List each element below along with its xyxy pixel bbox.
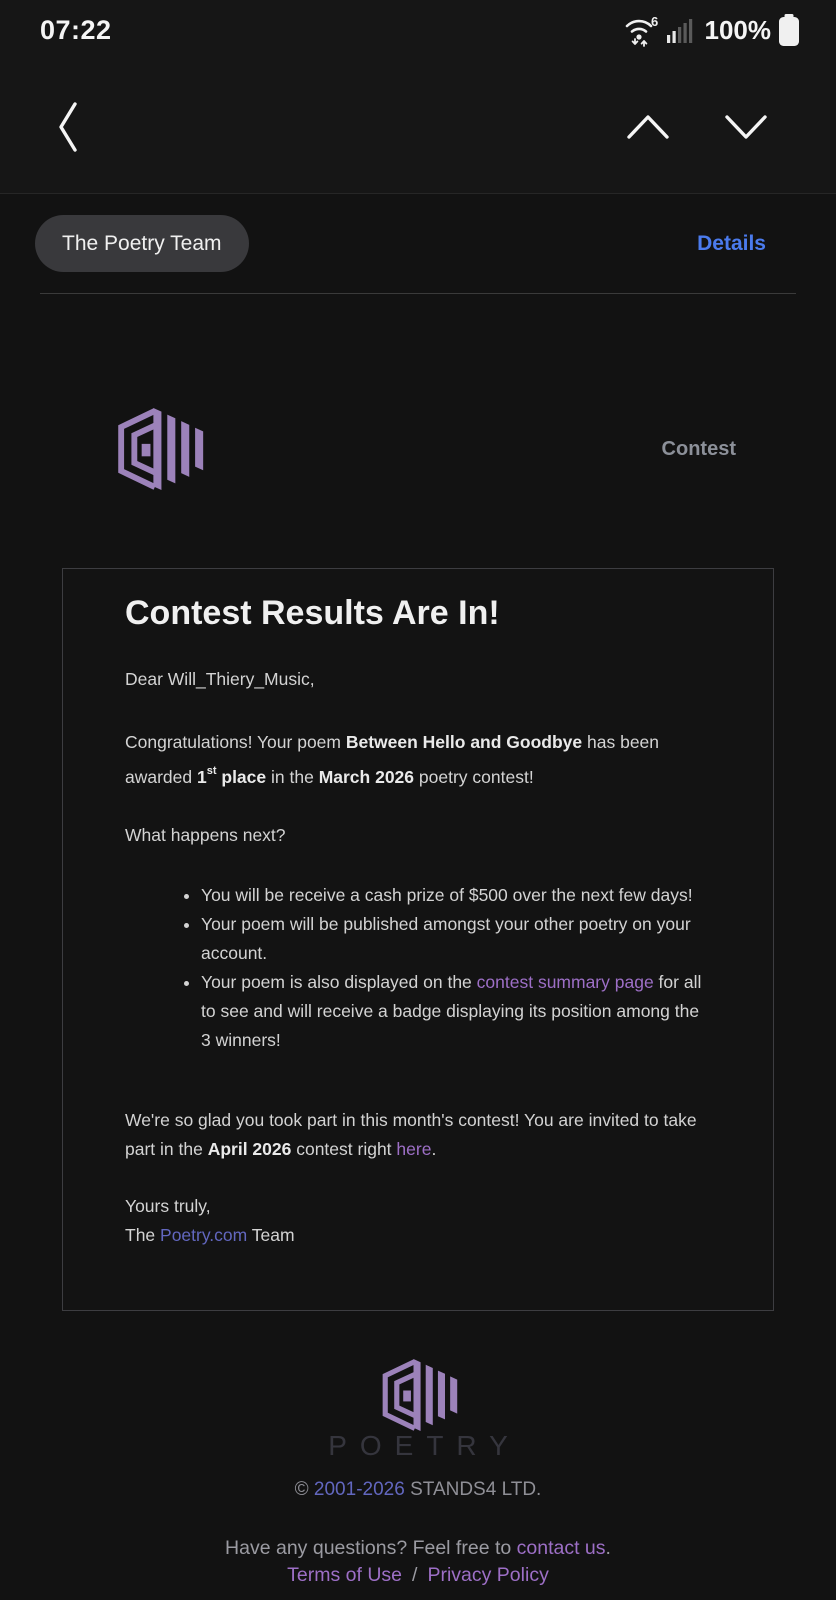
list-item-published: • Your poem will be published amongst your other poetry on your account.	[201, 910, 711, 968]
email-header	[0, 194, 836, 293]
congrats-paragraph: Congratulations! Your poem Between Hello and Goodbye has been awarded 1st place in the March 2026 poetry contest!	[125, 732, 660, 787]
email-footer	[62, 1359, 774, 1589]
email-body	[62, 408, 774, 1589]
poetry-wordmark: POETRY	[328, 1430, 521, 1461]
next-contest-link[interactable]: here	[396, 1139, 432, 1159]
greeting: Dear Will_Thiery_Music,	[125, 669, 315, 689]
battery-percent: 100%	[704, 14, 771, 45]
wifi-icon	[624, 13, 660, 47]
poetry-logo-icon[interactable]	[110, 408, 207, 490]
brand-row	[62, 408, 774, 490]
legal-separator: /	[412, 1564, 418, 1586]
list-item-summary: • Your poem is also displayed on the contest summary page for all to see and will receive a badge displaying its position among the 3 winners!	[201, 968, 711, 1055]
next-contest-month: April 2026	[207, 1139, 292, 1159]
signal-strength-icon	[667, 17, 695, 43]
next-steps-list	[125, 881, 711, 1055]
status-icons	[624, 13, 801, 47]
poem-title: Between Hello and Goodbye	[345, 732, 583, 752]
list-item-cash-prize: • You will be receive a cash prize of $500 over the next few days!	[201, 881, 711, 910]
contest-summary-page-link[interactable]: contest summary page	[476, 972, 654, 992]
closing-paragraph: We're so glad you took part in this month's contest! You are invited to take part in the April 2026 contest right here.	[125, 1110, 697, 1159]
legal-links-row	[62, 1562, 774, 1589]
terms-of-use-link[interactable]: Terms of Use	[287, 1564, 403, 1586]
back-button[interactable]	[50, 93, 86, 161]
footer-logo	[62, 1359, 774, 1431]
sender-chip[interactable]	[35, 215, 249, 272]
clock: 07:22	[40, 14, 112, 45]
wifi-6-label: 6	[650, 14, 658, 29]
ordinal-suffix: st	[206, 765, 217, 777]
toolbar	[0, 60, 836, 194]
signature-line1: Yours truly,	[125, 1196, 211, 1216]
prize-amount: $500	[468, 885, 508, 905]
email-content-card	[62, 568, 774, 1311]
next-message-button[interactable]	[716, 106, 776, 148]
questions-line: Have any questions? Feel free to contact us.	[225, 1537, 611, 1559]
battery-icon	[778, 14, 800, 46]
email-title: Contest Results Are In!	[125, 594, 500, 632]
award-place: 1	[197, 767, 207, 787]
privacy-policy-link[interactable]: Privacy Policy	[427, 1564, 549, 1586]
chevron-down-icon	[724, 114, 768, 140]
message-nav-buttons	[618, 106, 776, 148]
header-divider	[40, 293, 796, 294]
poetry-logo-icon	[376, 1359, 460, 1431]
chevron-up-icon	[626, 114, 670, 140]
back-chevron-icon	[58, 101, 78, 153]
signature: Yours truly, The Poetry.com Team	[125, 1196, 295, 1245]
status-bar	[0, 0, 836, 60]
copyright-years-link[interactable]: 2001-2026	[313, 1479, 405, 1500]
details-button[interactable]: Details	[697, 231, 766, 255]
contest-month: March 2026	[318, 767, 415, 787]
poetry-com-link[interactable]: Poetry.com	[160, 1225, 248, 1245]
sender-name: The Poetry Team	[62, 231, 222, 255]
previous-message-button[interactable]	[618, 106, 678, 148]
contest-label: Contest	[661, 437, 736, 460]
contact-us-link[interactable]: contact us	[516, 1537, 606, 1559]
next-steps-heading: What happens next?	[125, 825, 286, 845]
copyright-line: © 2001-2026 STANDS4 LTD.	[294, 1479, 542, 1500]
